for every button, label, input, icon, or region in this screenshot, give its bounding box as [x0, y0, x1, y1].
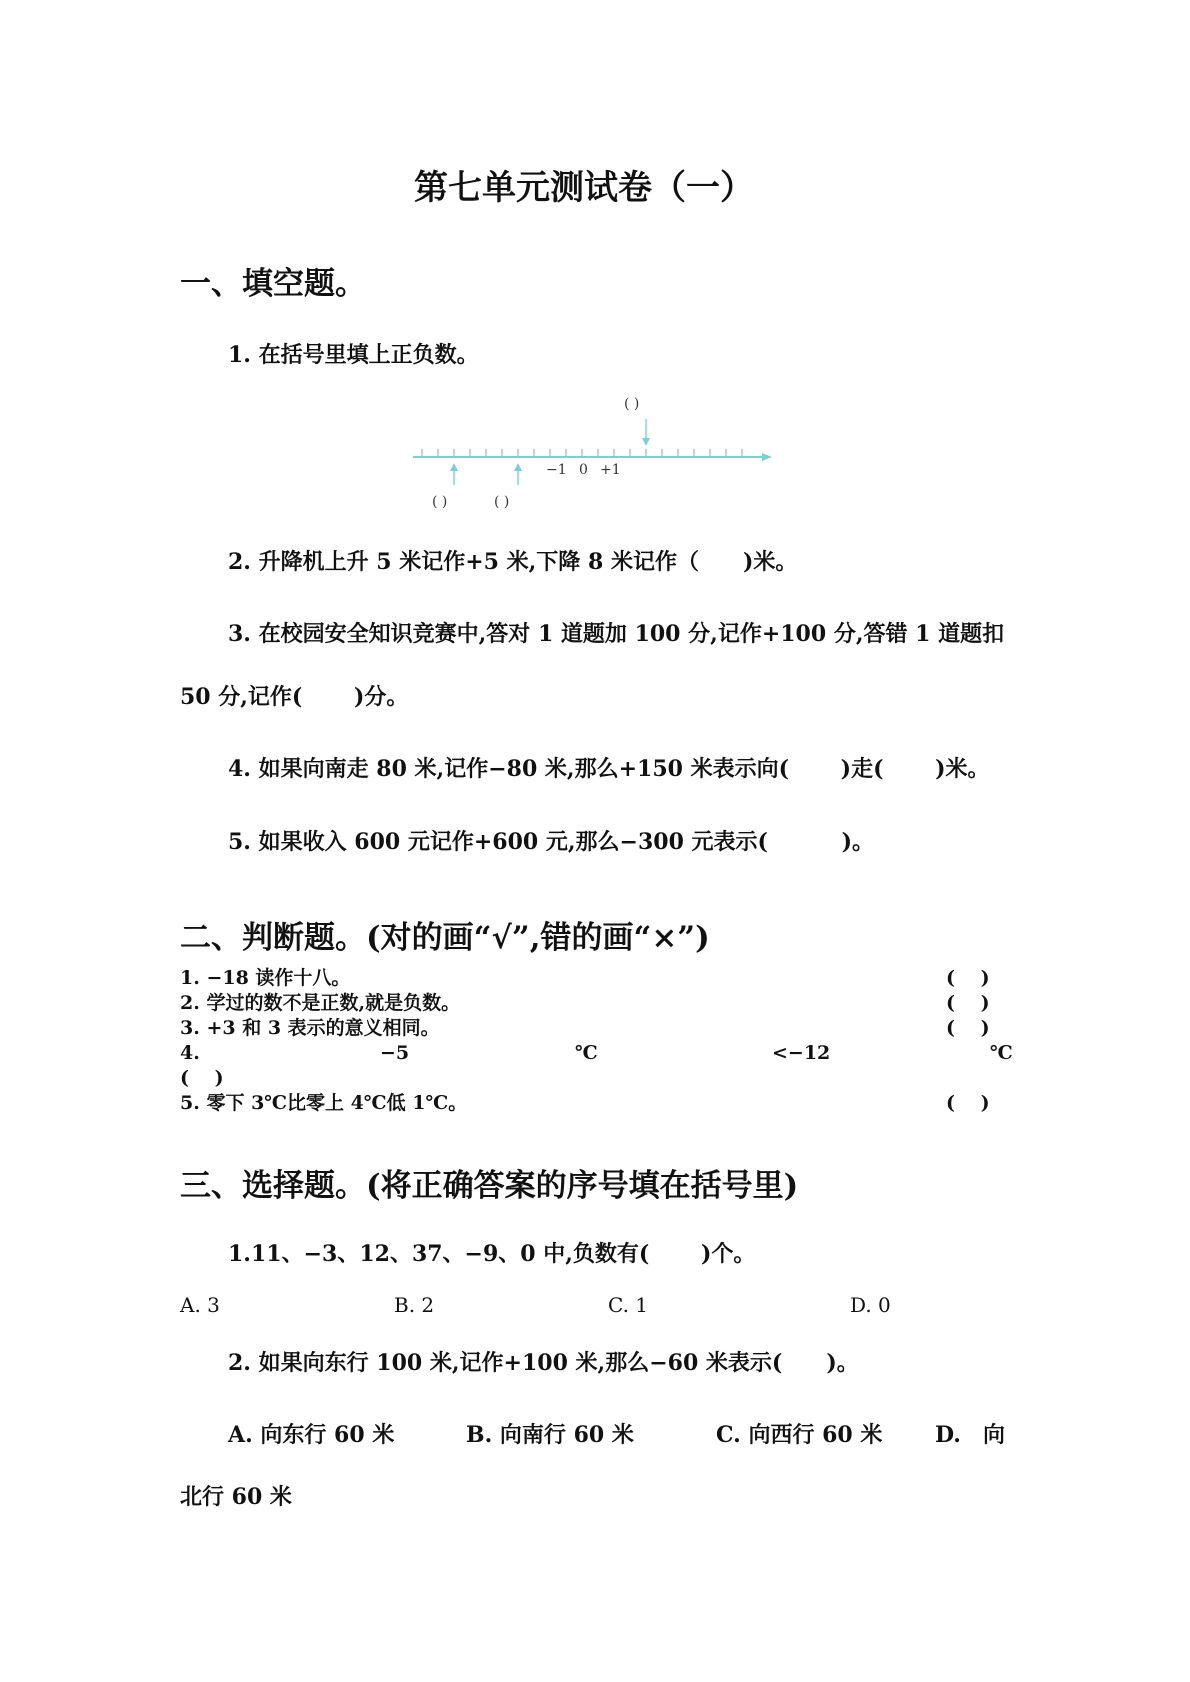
tf-item-2: 2. 学过的数不是正数,就是负数。: [180, 992, 461, 1014]
question-1-1: 1. 在括号里填上正负数。: [228, 342, 479, 368]
choice-1-option-b[interactable]: B. 2: [394, 1293, 435, 1317]
tf-item-2-blank[interactable]: ( ): [946, 992, 990, 1014]
choice-2-option-d[interactable]: D. 向: [935, 1422, 1005, 1448]
number-line-blank-top[interactable]: ( ): [624, 396, 640, 412]
number-line-label-minus-one: −1: [546, 462, 567, 478]
tf-item-3-blank[interactable]: ( ): [946, 1017, 990, 1039]
section-true-false-heading: 二、判断题。(对的画“√”,错的画“×”): [180, 920, 710, 956]
choice-2-option-a[interactable]: A. 向东行 60 米: [228, 1422, 395, 1448]
question-1-2: 2. 升降机上升 5 米记作+5 米,下降 8 米记作（ )米。: [228, 549, 798, 575]
number-line-label-zero: 0: [579, 462, 588, 478]
tf-item-4-blank[interactable]: ( ): [180, 1067, 224, 1089]
choice-2-option-c[interactable]: C. 向西行 60 米: [716, 1422, 883, 1448]
number-line-arrowhead: [762, 453, 772, 461]
number-line: [410, 395, 780, 485]
question-1-3-line2: 50 分,记作( )分。: [180, 684, 409, 710]
tf-item-4-number: 4.: [180, 1042, 200, 1064]
number-line-pointer-bottom-1-head: [450, 463, 458, 471]
choice-2-option-d-continued: 北行 60 米: [180, 1484, 292, 1510]
number-line-blank-bottom-1[interactable]: ( ): [432, 494, 448, 510]
tf-item-1-blank[interactable]: ( ): [946, 967, 990, 989]
choice-1-option-c[interactable]: C. 1: [608, 1293, 649, 1317]
number-line-pointer-bottom-2-head: [514, 463, 522, 471]
choice-question-1: 1.11、−3、12、37、−9、0 中,负数有( )个。: [228, 1241, 756, 1267]
question-1-3-line1: 3. 在校园安全知识竞赛中,答对 1 道题加 100 分,记作+100 分,答错 1 道题扣: [228, 621, 1005, 647]
tf-item-5: 5. 零下 3℃比零上 4℃低 1℃。: [180, 1092, 468, 1114]
choice-1-option-a[interactable]: A. 3: [180, 1293, 220, 1317]
tf-item-4-part4: ℃: [990, 1042, 1013, 1064]
tf-item-3: 3. +3 和 3 表示的意义相同。: [180, 1017, 440, 1039]
tf-item-4-part1: −5: [380, 1042, 410, 1064]
tf-item-5-blank[interactable]: ( ): [946, 1092, 990, 1114]
number-line-blank-bottom-2[interactable]: ( ): [494, 494, 510, 510]
choice-1-option-d[interactable]: D. 0: [850, 1293, 891, 1317]
tf-item-4-part3: <−12: [772, 1042, 831, 1064]
choice-question-2: 2. 如果向东行 100 米,记作+100 米,那么−60 米表示( )。: [228, 1350, 859, 1376]
number-line-pointer-top-head: [642, 438, 650, 446]
section-fill-blank-heading: 一、填空题。: [180, 266, 366, 302]
section-multiple-choice-heading: 三、选择题。(将正确答案的序号填在括号里): [180, 1168, 799, 1204]
tf-item-1: 1. −18 读作十八。: [180, 967, 351, 989]
tf-item-4-part2: ℃: [575, 1042, 598, 1064]
choice-2-option-b[interactable]: B. 向南行 60 米: [466, 1422, 634, 1448]
question-1-5: 5. 如果收入 600 元记作+600 元,那么−300 元表示( )。: [228, 829, 875, 855]
question-1-4: 4. 如果向南走 80 米,记作−80 米,那么+150 米表示向( )走( )米。: [228, 756, 990, 782]
page-title: 第七单元测试卷（一）: [414, 168, 754, 208]
number-line-label-plus-one: +1: [600, 462, 621, 478]
